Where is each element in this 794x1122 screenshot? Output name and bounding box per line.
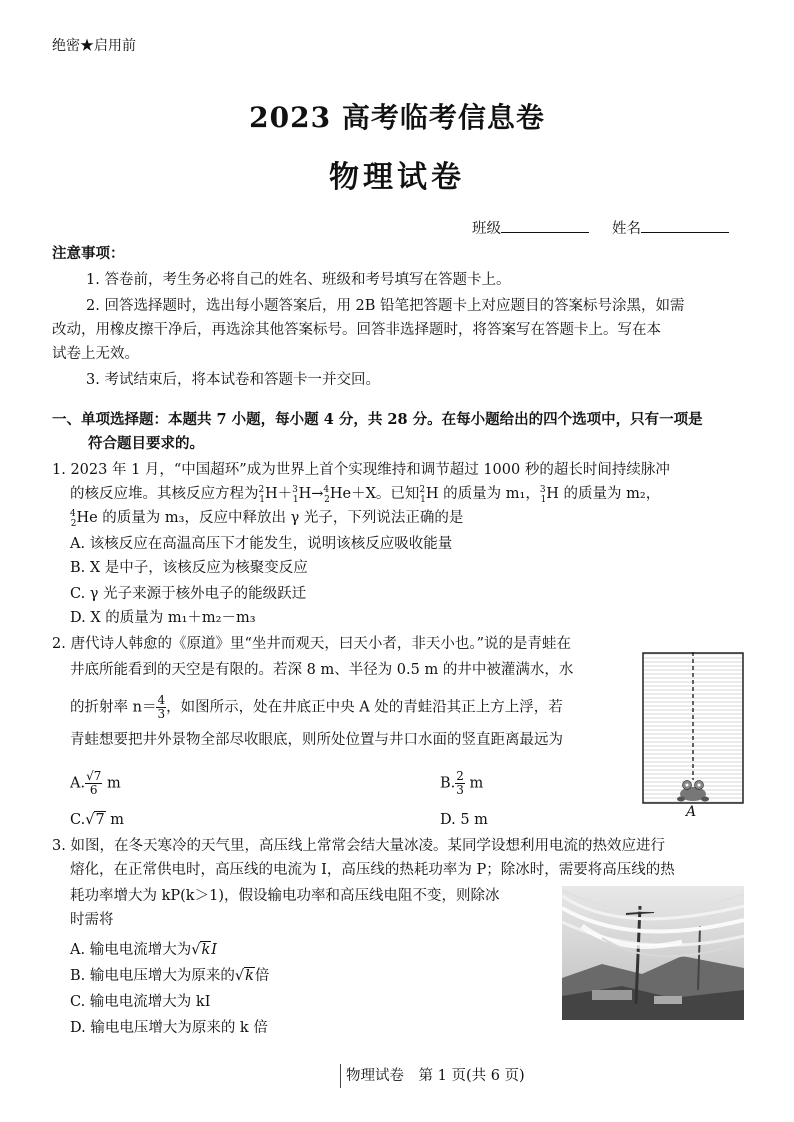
page-footer: 物理试卷 第 1 页(共 6 页) bbox=[346, 1068, 525, 1084]
q1-option-b[interactable]: B. X 是中子，该核反应为核聚变反应 bbox=[70, 560, 308, 576]
footer-divider bbox=[340, 1064, 341, 1088]
q3-stem-line-1: 3. 如图，在冬天寒冷的天气里，高压线上常常会结大量冰凌。某同学设想利用电流的热效应进行 bbox=[52, 838, 665, 854]
secret-mark: 绝密★启用前 bbox=[52, 38, 136, 54]
q1-option-c[interactable]: C. γ 光子来源于核外电子的能级跃迁 bbox=[70, 586, 307, 602]
notice-item-1: 1. 答卷前，考生务必将自己的姓名、班级和考号填写在答题卡上。 bbox=[86, 272, 511, 288]
exam-title: 2023 高考临考信息卷 bbox=[249, 101, 545, 134]
notice-heading: 注意事项： bbox=[52, 245, 125, 262]
q1-option-a[interactable]: A. 该核反应在高温高压下才能发生，说明该核反应吸收能量 bbox=[70, 536, 453, 552]
well-point-a-label: A bbox=[686, 804, 697, 820]
q2-stem-line-2: 井底所能看到的天空是有限的。若深 8 m、半径为 0.5 m 的井中被灌满水，水 bbox=[70, 662, 574, 678]
q2-option-d[interactable]: D. 5 m bbox=[440, 812, 488, 828]
q3-stem-line-3: 耗功率增大为 kP(k＞1)，假设输电功率和高压线电阻不变，则除冰 bbox=[70, 888, 500, 904]
q3-option-a[interactable]: A. 输电电流增大为√kI bbox=[70, 942, 217, 958]
q2-option-b[interactable]: B. $\frac{2}{3}$ m bbox=[440, 769, 484, 797]
q1-stem-line-2: 的核反应堆。其核反应方程为$^2_1$H＋$^3_1$H→$^4_2$He＋X。已知$^2_1$H 的质量为 m₁，$^3_1$H 的质量为 m₂， bbox=[70, 485, 661, 505]
q2-option-c[interactable]: C.√7 m bbox=[70, 812, 125, 828]
q3-stem-line-2: 熔化，在正常供电时，高压线的电流为 I，高压线的热耗功率为 P；除冰时，需要将高压线的热 bbox=[70, 862, 675, 878]
q2-stem-line-3: 的折射率 n＝ $\frac{4}{3}$ ，如图所示，处在井底正中央 A 处的青蛙沿其正上方上浮，若 bbox=[70, 693, 563, 721]
notice-item-2-line-2: 改动，用橡皮擦干净后，再选涂其他答案标号。回答非选择题时，将答案写在答题卡上。写在本 bbox=[52, 322, 661, 338]
ice-powerline-photo bbox=[562, 886, 744, 1020]
name-label: 姓名 bbox=[612, 221, 642, 237]
class-field[interactable] bbox=[501, 218, 589, 233]
well-figure bbox=[642, 652, 744, 804]
refractive-index-fraction: $\frac{4}{3}$ bbox=[157, 693, 166, 721]
q3-stem-line-4: 时需将 bbox=[70, 912, 114, 928]
notice-item-3: 3. 考试结束后，将本试卷和答题卡一并交回。 bbox=[86, 372, 380, 388]
q3-option-d[interactable]: D. 输电电压增大为原来的 k 倍 bbox=[70, 1020, 268, 1036]
q1-stem-line-1: 1. 2023 年 1 月，“中国超环”成为世界上首个实现维持和调节超过 1000 秒的超长时间持续脉冲 bbox=[52, 462, 670, 478]
q1-stem-line-3: $^4_2$He 的质量为 m₃，反应中释放出 γ 光子，下列说法正确的是 bbox=[70, 509, 464, 529]
section-1-heading: 一、单项选择题：本题共 7 小题，每小题 4 分，共 28 分。在每小题给出的四个选项中，只有一项是 bbox=[52, 411, 703, 428]
q3-option-c[interactable]: C. 输电电流增大为 kI bbox=[70, 994, 211, 1010]
notice-item-2-line-3: 试卷上无效。 bbox=[52, 346, 139, 362]
subject-title: 物理试卷 bbox=[329, 160, 465, 195]
class-label: 班级 bbox=[472, 221, 501, 237]
name-field[interactable] bbox=[641, 218, 729, 233]
q2-option-a[interactable]: A. $\frac{√7}{6}$ m bbox=[70, 769, 121, 797]
q1-option-d[interactable]: D. X 的质量为 m₁＋m₂－m₃ bbox=[70, 610, 256, 626]
q3-option-b[interactable]: B. 输电电压增大为原来的√k倍 bbox=[70, 968, 270, 984]
q2-stem-line-1: 2. 唐代诗人韩愈的《原道》里“坐井而观天，曰天小者，非天小也。”说的是青蛙在 bbox=[52, 636, 572, 652]
student-fields bbox=[472, 218, 729, 239]
section-1-heading-cont: 符合题目要求的。 bbox=[88, 435, 204, 452]
notice-item-2-line-1: 2. 回答选择题时，选出每小题答案后，用 2B 铅笔把答题卡上对应题目的答案标号涂黑，如需 bbox=[86, 298, 685, 314]
q2-stem-line-4: 青蛙想要把井外景物全部尽收眼底，则所处位置与井口水面的竖直距离最远为 bbox=[70, 732, 563, 748]
